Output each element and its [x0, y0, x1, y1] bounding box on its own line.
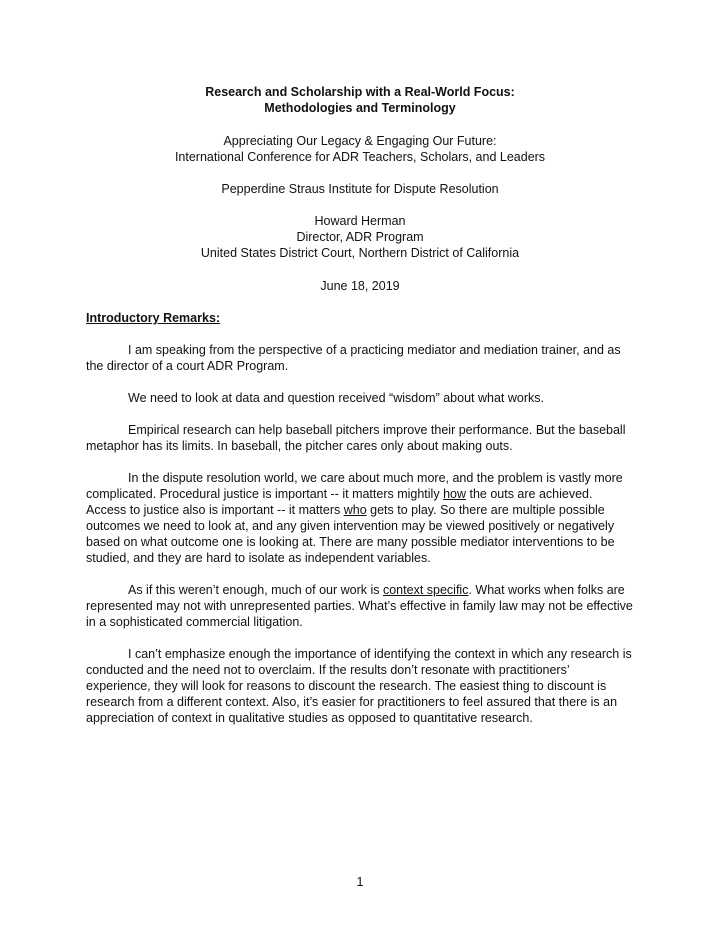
conference-line-1: Appreciating Our Legacy & Engaging Our Future: [223, 134, 497, 148]
author-info [0, 213, 720, 261]
paragraph-4-part-c: gets to play. So there are multiple possible outcomes we need to look at, and any given intervention may be viewed positively or negatively based on what outcome one is looking at. There are many possible mediator interventions to be studied, and they are hard to isolate as independent variables. [86, 503, 615, 565]
body-text [86, 342, 634, 742]
paragraph-4 [86, 470, 634, 566]
paragraph-5 [86, 582, 634, 630]
conference-info [0, 133, 720, 165]
paragraph-6: I can’t emphasize enough the importance of identifying the context in which any research is conducted and the need not to overclaim. If the results don’t resonate with practitioners’ experience, they will look for reasons to discount the research. The easiest thing to discount is research from a different context. Also, it’s easier for practitioners to feel assured that there is an appreciation of context in qualitative studies as opposed to quantitative research. [86, 647, 632, 725]
paragraph-5-part-b: . What works when folks are represented may not with unrepresented parties. What’s effective in family law may not be effective in a sophisticated commercial litigation. [86, 583, 633, 629]
paragraph-2: We need to look at data and question received “wisdom” about what works. [128, 391, 544, 405]
document-date [0, 278, 720, 294]
paragraph-4-part-a: In the dispute resolution world, we care about much more, and the problem is vastly more complicated. Procedural justice is important -- it matters mightily [86, 471, 623, 501]
institute-name: Pepperdine Straus Institute for Dispute Resolution [221, 182, 499, 196]
paragraph-4-underline-how: how [443, 487, 466, 501]
author-role: Director, ADR Program [296, 230, 424, 244]
paragraph-4-part-b: the outs are achieved. Access to justice also is important -- it matters [86, 487, 593, 517]
paragraph-5-part-a: As if this weren’t enough, much of our work is [128, 583, 383, 597]
title-line-1: Research and Scholarship with a Real-World Focus: [205, 85, 515, 99]
institute-info [0, 181, 720, 197]
paragraph-1: I am speaking from the perspective of a practicing mediator and mediation trainer, and as the director of a court ADR Program. [86, 343, 621, 373]
section-heading: Introductory Remarks: [86, 311, 221, 325]
page-number: 1 [356, 875, 364, 889]
title-line-2: Methodologies and Terminology [264, 101, 456, 115]
conference-line-2: International Conference for ADR Teachers, Scholars, and Leaders [174, 150, 546, 164]
date-text: June 18, 2019 [320, 279, 400, 293]
paragraph-3: Empirical research can help baseball pitchers improve their performance. But the baseball metaphor has its limits. In baseball, the pitcher cares only about making outs. [86, 423, 626, 453]
paragraph-4-underline-who: who [343, 503, 367, 517]
author-organization: United States District Court, Northern District of California [200, 246, 520, 260]
document-title [0, 84, 720, 116]
author-name: Howard Herman [314, 214, 406, 228]
paragraph-5-underline-context: context specific [382, 583, 469, 597]
